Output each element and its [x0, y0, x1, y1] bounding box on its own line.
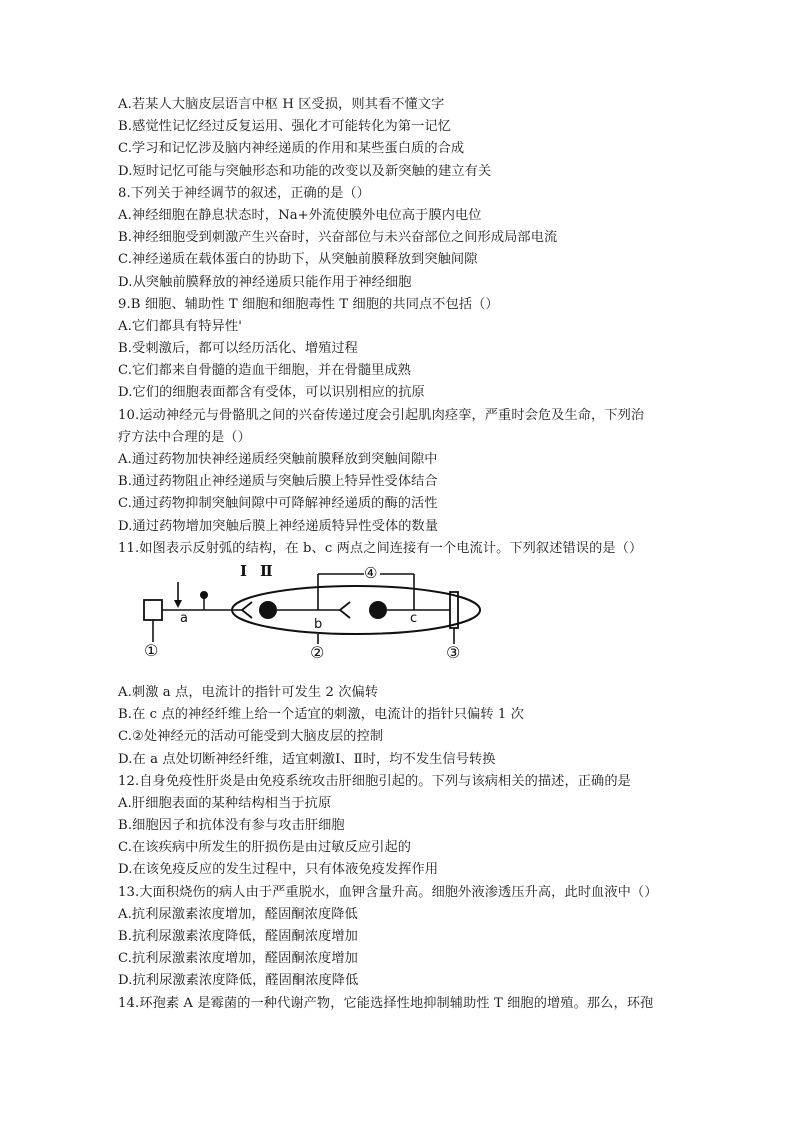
- q12-option-d: D.在该免疫反应的发生过程中，只有体液免疫发挥作用: [118, 862, 439, 878]
- label-receptor-1: ①: [144, 640, 159, 660]
- q13-option-d: D.抗利尿激素浓度降低，醛固酮浓度降低: [118, 973, 359, 989]
- q11-option-a: A.刺激 a 点，电流计的指针可发生 2 次偏转: [118, 684, 379, 700]
- q10-option-b: B.通过药物阻止神经递质与突触后膜上特异性受体结合: [118, 474, 438, 490]
- q9-option-c: C.它们都来自骨髓的造血干细胞，并在骨髓里成熟: [118, 363, 412, 379]
- synapse-right: [340, 602, 350, 618]
- q12-option-a: A.肝细胞表面的某种结构相当于抗原: [118, 795, 332, 811]
- receptor-box: [144, 600, 162, 620]
- q7-option-a: A.若某人大脑皮层语言中枢 H 区受损，则其看不懂文字: [118, 97, 445, 112]
- q11-stem: 11.如图表示反射弧的结构，在 b、c 两点之间连接有一个电流计。下列叙述错误的是（）: [118, 540, 643, 556]
- q11-option-b: B.在 c 点的神经纤维上给一个适宜的刺激，电流计的指针只偏转 1 次: [118, 707, 524, 723]
- label-point-a: a: [180, 610, 188, 626]
- question-list: [118, 94, 738, 1015]
- q10-option-d: D.通过药物增加突触后膜上神经递质特异性受体的数量: [118, 518, 439, 534]
- q9-option-b: B.受刺激后，都可以经历活化、增殖过程: [118, 341, 358, 357]
- q8-option-d: D.从突触前膜释放的神经递质只能作用于神经细胞: [118, 274, 412, 290]
- q12-option-b: B.细胞因子和抗体没有参与攻击肝细胞: [118, 818, 345, 834]
- q8-stem: 8.下列关于神经调节的叙述，正确的是（）: [118, 185, 370, 201]
- q10-stem-line1: 10.运动神经元与骨骼肌之间的兴奋传递过度会引起肌肉痉挛，严重时会危及生命，下列治: [118, 407, 645, 423]
- label-roman-1: Ⅰ: [240, 561, 248, 580]
- q7-option-b: B.感觉性记忆经过反复运用、强化才可能转化为第一记忆: [118, 119, 451, 135]
- label-roman-2: Ⅱ: [260, 561, 273, 580]
- q11-option-c: C.②处神经元的活动可能受到大脑皮层的控制: [118, 729, 384, 745]
- q7-option-d: D.短时记忆可能与突触形态和功能的改变以及新突触的建立有关: [118, 163, 492, 179]
- stimulus-arrow-head: [174, 600, 182, 608]
- q13-stem: 13.大面积烧伤的病人由于严重脱水，血钾含量升高。细胞外液渗透压升高，此时血液中（）: [118, 884, 658, 900]
- motor-neuron-body: [369, 601, 387, 619]
- label-galvanometer-4: ④: [364, 563, 378, 582]
- q11-option-d: D.在 a 点处切断神经纤维，适宜刺激Ⅰ、Ⅱ时，均不发生信号转换: [118, 751, 496, 767]
- ganglion-knob: [200, 591, 208, 599]
- q13-option-b: B.抗利尿激素浓度降低，醛固酮浓度增加: [118, 929, 358, 944]
- label-center-2: ②: [310, 642, 325, 662]
- reflex-arc-diagram: [118, 562, 738, 680]
- q12-stem: 12.自身免疫性肝炎是由免疫系统攻击肝细胞引起的。下列与该病相关的描述，正确的是: [118, 773, 631, 789]
- q13-option-a: A.抗利尿激素浓度增加，醛固酮浓度降低: [118, 906, 358, 922]
- effector-box: [450, 592, 458, 628]
- q8-option-b: B.神经细胞受到刺激产生兴奋时，兴奋部位与未兴奋部位之间形成局部电流: [118, 230, 558, 246]
- q7-option-c: C.学习和记忆涉及脑内神经递质的作用和某些蛋白质的合成: [118, 141, 465, 157]
- label-point-c: c: [410, 610, 418, 626]
- q8-option-c: C.神经递质在载体蛋白的协助下，从突触前膜释放到突触间隙: [118, 252, 478, 268]
- q9-stem: 9.B 细胞、辅助性 T 细胞和细胞毒性 T 细胞的共同点不包括（）: [118, 296, 499, 312]
- label-point-b: b: [314, 616, 323, 632]
- q10-stem-line2: 疗方法中合理的是（）: [118, 429, 251, 445]
- q8-option-a: A.神经细胞在静息状态时，Na+外流使膜外电位高于膜内电位: [118, 207, 482, 223]
- q13-option-c: C.抗利尿激素浓度增加，醛固酮浓度增加: [118, 951, 358, 967]
- q10-option-c: C.通过药物抑制突触间隙中可降解神经递质的酶的活性: [118, 496, 438, 512]
- q9-option-a: A.它们都具有特异性': [118, 318, 242, 334]
- label-effector-3: ③: [446, 642, 461, 662]
- q14-stem: 14.环孢素 A 是霉菌的一种代谢产物，它能选择性地抑制辅助性 T 细胞的增殖。那么，环孢: [118, 995, 654, 1011]
- reflex-arc-figure: [118, 562, 738, 680]
- interneuron-body: [259, 601, 277, 619]
- q9-option-d: D.它们的细胞表面都含有受体，可以识别相应的抗原: [118, 385, 425, 401]
- q10-option-a: A.通过药物加快神经递质经突触前膜释放到突触间隙中: [118, 452, 438, 467]
- synapse-I: [242, 602, 252, 618]
- q12-option-c: C.在该疾病中所发生的肝损伤是由过敏反应引起的: [118, 840, 412, 856]
